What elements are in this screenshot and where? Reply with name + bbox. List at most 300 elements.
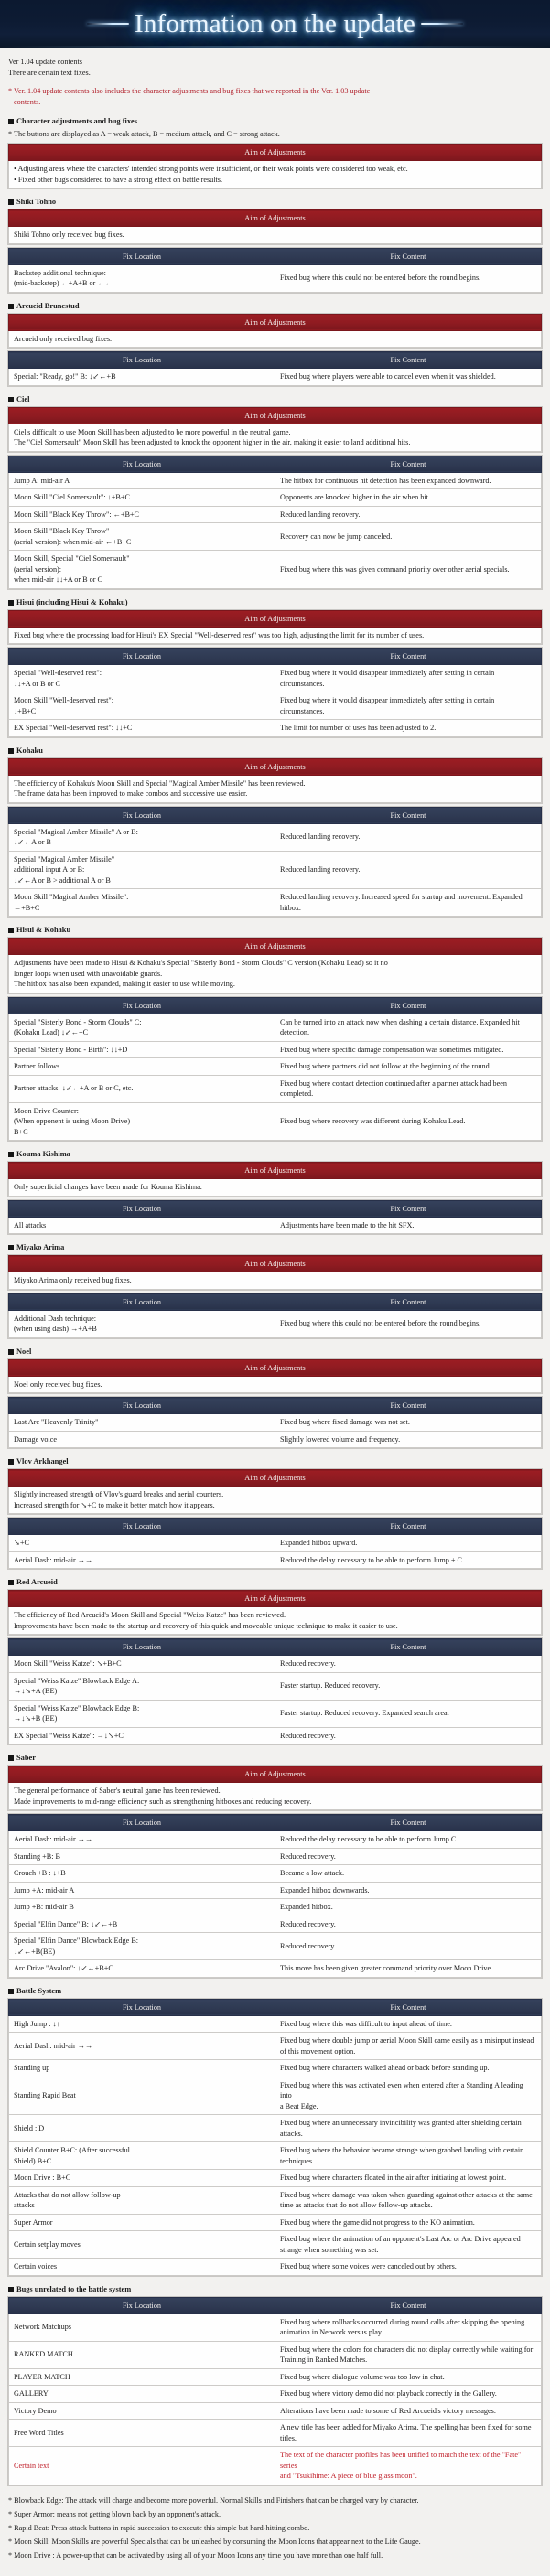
- table-row: [9, 1727, 542, 1744]
- fix-content-cell: [275, 665, 542, 692]
- fix-location-header: Fix Location: [9, 1293, 275, 1310]
- fix-location-cell: [9, 1102, 275, 1141]
- table-row: [9, 720, 542, 737]
- fix-content-line: Fixed bug where the behavior became strange when grabbed landing with certain: [280, 2146, 524, 2154]
- table-row: [9, 161, 542, 188]
- fix-content-line: Fixed bug where the game did not progress to the KO animation.: [280, 2217, 475, 2227]
- fix-location-line: Crouch +B : ↓+B: [14, 1869, 66, 1877]
- table-row: [9, 775, 542, 802]
- character-name-label: Kohaku: [16, 746, 43, 755]
- fix-location-cell: [9, 2060, 275, 2077]
- aim-line: Improvements have been made to the startup and recovery of this quick and moveable unique technique to make it easier to use.: [14, 1621, 398, 1630]
- fix-location-line: Jump A: mid-air A: [14, 476, 70, 485]
- bullet-square-icon: [8, 1459, 14, 1465]
- table-header-row: [9, 1293, 542, 1310]
- table-row: [9, 2186, 542, 2214]
- fix-location-line: ↓↓+A or B or C: [14, 679, 61, 688]
- fix-location-line: Special "Magical Amber Missile": [14, 854, 115, 864]
- fix-location-cell: [9, 692, 275, 720]
- fix-location-line: Moon Drive Counter:: [14, 1106, 79, 1115]
- aim-of-adjustments-table: [8, 144, 542, 188]
- battle-system-table: [8, 1999, 542, 2276]
- table-header-row: [9, 1359, 542, 1376]
- fix-location-line: Jump +B: mid-air B: [14, 1903, 74, 1911]
- fix-content-line: of this movement option.: [280, 2046, 356, 2055]
- fix-content-header: Fix Content: [275, 456, 542, 472]
- fix-table: [8, 1397, 542, 1448]
- aim-of-adjustments-table: [8, 938, 542, 993]
- fix-content-line: Expanded hitbox upward.: [280, 1539, 358, 1547]
- section-heading-red-arcueid: [8, 1577, 542, 1588]
- fix-location-cell: [9, 1672, 275, 1700]
- table-row: [9, 1916, 542, 1933]
- banner-inner: [87, 9, 463, 39]
- table-row: [9, 1217, 542, 1234]
- fix-content-line: Fixed bug where rollbacks occurred during round calls after skipping the opening: [280, 2317, 525, 2326]
- fix-location-line: High Jump : ↓↑: [14, 2019, 60, 2028]
- aim-line: The efficiency of Red Arcueid's Moon Skill and Special "Weiss Katze" has been reviewed.: [14, 1611, 286, 1619]
- fix-location-line: →↓↘+B (BE): [14, 1714, 58, 1723]
- fix-location-cell: [9, 551, 275, 589]
- fix-content-cell: [275, 851, 542, 889]
- fix-location-cell: [9, 2186, 275, 2214]
- fix-content-line: Expanded hitbox.: [280, 1903, 333, 1911]
- fix-location-line: (Kohaku Lead) ↓↙←+C: [14, 1028, 89, 1036]
- aim-header: Aim of Adjustments: [9, 610, 542, 627]
- table-row: [9, 851, 542, 889]
- fix-location-cell: [9, 2170, 275, 2187]
- table-row: [9, 1607, 542, 1635]
- bullet-square-icon: [8, 304, 14, 309]
- fix-location-line: GALLERY: [14, 2389, 49, 2398]
- fix-content-line: Training in Ranked Matches.: [280, 2356, 368, 2364]
- footer-notes: [8, 2495, 542, 2561]
- fix-location-line: Moon Skill "Black Key Throw": [14, 527, 110, 535]
- aim-header: Aim of Adjustments: [9, 1256, 542, 1272]
- fix-content-cell: [275, 551, 542, 589]
- fix-content-line: animation in Network versus play.: [280, 2328, 383, 2336]
- fix-location-line: Certain voices: [14, 2262, 58, 2270]
- aim-cell: [9, 1607, 542, 1635]
- version-include-note-line2: contents.: [14, 98, 41, 106]
- aim-of-adjustments-table: [8, 1766, 542, 1810]
- fix-location-cell: [9, 1041, 275, 1058]
- fix-content-line: Recovery can now be jump canceled.: [280, 531, 393, 541]
- table-row: [9, 551, 542, 589]
- fix-content-line: Fixed bug where this could not be entered before the round begins.: [280, 1319, 481, 1328]
- aim-line: The frame data has been improved to make combos and successive use easier.: [14, 789, 248, 798]
- fix-location-line: (mid-backstep) ←+A+B or ←←: [14, 279, 113, 287]
- table-row: [9, 1831, 542, 1849]
- section-heading-kouma-kishima: [8, 1149, 542, 1160]
- fix-content-header: Fix Content: [275, 1639, 542, 1656]
- section-heading-saber: [8, 1753, 542, 1764]
- fix-table: [8, 1518, 542, 1569]
- table-row: [9, 1179, 542, 1197]
- fix-content-line: Reduced recovery.: [280, 1731, 336, 1740]
- section-heading-arcueid-brunestud: [8, 301, 542, 312]
- table-row: [9, 472, 542, 489]
- fix-location-cell: [9, 720, 275, 737]
- table-row: [9, 1075, 542, 1102]
- fix-location-cell: [9, 1431, 275, 1448]
- table-row: [9, 955, 542, 993]
- fix-content-line: Alterations have been made to some of Red Arcueid's victory messages.: [280, 2406, 496, 2415]
- fix-content-cell: [275, 823, 542, 851]
- bullet-square-icon: [8, 2287, 14, 2292]
- section-heading-battle-system: [8, 1986, 542, 1997]
- fix-location-line: Moon Skill "Weiss Katze": ↘+B+C: [14, 1659, 122, 1668]
- aim-line: • Adjusting areas where the characters' intended strong points were insufficient, or their weak points were considered too weak, etc.: [14, 165, 408, 173]
- table-header-row: [9, 1256, 542, 1272]
- aim-of-adjustments-table: [8, 314, 542, 349]
- fix-table: [8, 2297, 542, 2485]
- fix-location-line: Backstep additional technique:: [14, 268, 106, 277]
- fix-location-cell: [9, 2402, 275, 2420]
- banner-rule-right-icon: [421, 23, 463, 25]
- fix-location-line: ↓+B+C: [14, 706, 37, 715]
- fix-content-cell: [275, 1672, 542, 1700]
- fix-location-cell: [9, 2447, 275, 2485]
- fix-location-cell: [9, 1075, 275, 1102]
- fix-content-cell: [275, 2420, 542, 2447]
- fix-location-line: All attacks: [14, 1220, 47, 1229]
- fix-location-line: Special "Sisterly Bond - Birth": ↓↓+D: [14, 1045, 128, 1054]
- character-name-label: Red Arcueid: [16, 1578, 58, 1586]
- fix-content-cell: [275, 2259, 542, 2276]
- fix-location-line: when mid-air ↓↓+A or B or C: [14, 575, 102, 584]
- non-battle-heading-label: Bugs unrelated to the battle system: [16, 2284, 132, 2293]
- aim-header: Aim of Adjustments: [9, 939, 542, 955]
- table-row: [9, 2341, 542, 2368]
- fix-content-line: Fixed bug where this was activated even when entered after a Standing A leading into: [280, 2080, 523, 2099]
- aim-line: Made improvements to mid-range efficiency such as strengthening hitboxes and reducing recovery.: [14, 1797, 312, 1806]
- fix-location-line: Damage voice: [14, 1434, 58, 1444]
- table-header-row: [9, 2297, 542, 2313]
- fix-location-line: (when using dash) →+A+B: [14, 1325, 97, 1333]
- fix-location-cell: [9, 1414, 275, 1432]
- fix-location-header: Fix Location: [9, 1815, 275, 1831]
- fix-content-cell: [275, 1431, 542, 1448]
- fix-content-line: Fixed bug where an unnecessary invincibility was granted after shielding certain attacks.: [280, 2119, 522, 2138]
- section-heading-hisui-kohaku: [8, 925, 542, 936]
- table-row: [9, 2214, 542, 2231]
- fix-content-cell: [275, 1041, 542, 1058]
- fix-content-cell: [275, 1656, 542, 1673]
- section-heading-non-battle-bugs: [8, 2284, 542, 2295]
- fix-content-line: Fixed bug where characters floated in the air after initiating at lowest point.: [280, 2174, 507, 2182]
- aim-cell: Fixed bug where the processing load for Hisui's EX Special "Well-deserved rest" was too high, adjusting the limit for its number of uses.: [9, 627, 542, 644]
- aim-cell: [9, 775, 542, 802]
- character-aim-table: [8, 144, 542, 188]
- aim-cell: [9, 1783, 542, 1810]
- fix-location-line: ↘+C: [14, 1539, 29, 1547]
- aim-cell: [9, 161, 542, 188]
- fix-location-line: Moon Skill "Well-deserved rest":: [14, 696, 114, 704]
- table-header-row: [9, 1591, 542, 1607]
- fix-content-line: Expanded hitbox downwards.: [280, 1885, 370, 1894]
- fix-content-cell: [275, 1414, 542, 1432]
- fix-content-cell: [275, 720, 542, 737]
- fix-content-header: Fix Content: [275, 1293, 542, 1310]
- aim-header: Aim of Adjustments: [9, 1591, 542, 1607]
- fix-location-header: Fix Location: [9, 352, 275, 369]
- fix-content-line: Can be turned into an attack now when dashing a certain distance. Expanded hit: [280, 1017, 520, 1026]
- fix-location-header: Fix Location: [9, 649, 275, 665]
- fix-location-cell: [9, 1014, 275, 1041]
- bullet-square-icon: [8, 1755, 14, 1761]
- bullet-square-icon: [8, 1989, 14, 1994]
- bullet-square-icon: [8, 1580, 14, 1585]
- fix-location-line: Shield Counter B+C: (After successful: [14, 2146, 130, 2154]
- table-row: [9, 2386, 542, 2403]
- fix-content-line: time as attacks that do not allow follow-up attacks.: [280, 2201, 433, 2209]
- fix-location-line: Special "Sisterly Bond - Storm Clouds" C:: [14, 1017, 142, 1026]
- aim-of-adjustments-table: [8, 1590, 542, 1635]
- fix-content-cell: [275, 1535, 542, 1552]
- character-name-label: Noel: [16, 1347, 32, 1356]
- fix-location-cell: [9, 2077, 275, 2115]
- fix-location-cell: [9, 1535, 275, 1552]
- aim-header: Aim of Adjustments: [9, 1359, 542, 1376]
- aim-line: The hitbox has also been expanded, making it easier to use while moving.: [14, 980, 235, 988]
- table-header-row: [9, 1815, 542, 1831]
- fix-content-header: Fix Content: [275, 1398, 542, 1414]
- aim-cell: [9, 424, 542, 451]
- fix-location-line: Moon Skill "Black Key Throw": ←+B+C: [14, 510, 139, 519]
- fix-location-line: Special: "Ready, go!" B: ↓↙←+B: [14, 372, 116, 381]
- fix-content-line: Fixed bug where some voices were canceled out by others.: [280, 2262, 457, 2270]
- fix-table: [8, 997, 542, 1142]
- aim-cell: [9, 955, 542, 993]
- aim-cell: Miyako Arima only received bug fixes.: [9, 1272, 542, 1290]
- fix-content-line: Fixed bug where contact detection continued after a partner attack had been completed.: [280, 1079, 508, 1098]
- fix-location-cell: [9, 665, 275, 692]
- fix-location-line: additional input A or B:: [14, 865, 85, 874]
- fix-location-line: Special "Magical Amber Missile" A or B:: [14, 827, 138, 836]
- fix-content-line: Reduced recovery.: [280, 1659, 336, 1668]
- table-row: [9, 369, 542, 386]
- fix-content-cell: [275, 369, 542, 386]
- table-header-row: [9, 1519, 542, 1535]
- character-name-label: Ciel: [16, 394, 30, 403]
- fix-content-cell: [275, 1933, 542, 1960]
- fix-location-header: Fix Location: [9, 456, 275, 472]
- fix-location-cell: [9, 2368, 275, 2386]
- table-header-row: [9, 997, 542, 1014]
- fix-location-line: EX Special "Well-deserved rest": ↓↓+C: [14, 724, 133, 732]
- fix-location-cell: [9, 1058, 275, 1076]
- fix-content-line: a Beat Edge.: [280, 2101, 318, 2110]
- fix-content-line: Fixed bug where it would disappear immediately after setting in certain: [280, 669, 495, 677]
- fix-location-line: Free Word Titles: [14, 2428, 64, 2437]
- fix-table: [8, 1999, 542, 2276]
- aim-header: Aim of Adjustments: [9, 407, 542, 424]
- fix-location-cell: [9, 523, 275, 551]
- table-header-row: [9, 1470, 542, 1487]
- table-row: [9, 2447, 542, 2485]
- fix-table: [8, 807, 542, 918]
- aim-line: The general performance of Saber's neutral game has been reviewed.: [14, 1787, 221, 1795]
- fix-location-line: EX Special "Weiss Katze": →↓↘+C: [14, 1731, 124, 1740]
- intro-version-line: Ver 1.04 update contents: [8, 58, 82, 66]
- table-row: [9, 627, 542, 644]
- table-header-row: [9, 758, 542, 775]
- bullet-square-icon: [8, 397, 14, 402]
- table-row: [9, 665, 542, 692]
- fix-content-line: Reduced landing recovery. Increased speed for startup and movement. Expanded: [280, 893, 523, 901]
- fix-content-line: Reduced recovery.: [280, 1919, 336, 1928]
- fix-content-line: Fixed bug where players were able to cancel even when it was shielded.: [280, 372, 496, 381]
- fix-content-line: circumstances.: [280, 706, 325, 715]
- table-row: [9, 1783, 542, 1810]
- table-row: [9, 1535, 542, 1552]
- fix-content-cell: [275, 2015, 542, 2033]
- aim-header: Aim of Adjustments: [9, 210, 542, 227]
- page-title: Information on the update: [135, 8, 415, 38]
- table-row: [9, 1865, 542, 1883]
- fix-content-line: Adjustments have been made to the hit SFX.: [280, 1220, 415, 1229]
- footer-note: * Moon Drive : A power-up that can be activated by using all of your Moon Icons any time you have more than one half full.: [8, 2550, 383, 2560]
- fix-content-cell: [275, 489, 542, 507]
- fix-content-cell: [275, 472, 542, 489]
- fix-location-header: Fix Location: [9, 807, 275, 823]
- table-header-row: [9, 456, 542, 472]
- table-header-row: [9, 649, 542, 665]
- aim-line: Adjustments have been made to Hisui & Kohaku's Special "Sisterly Bond - Storm Clouds" C version (Kohaku Lead) so it no: [14, 959, 388, 967]
- fix-location-cell: [9, 489, 275, 507]
- fix-content-line: Fixed bug where dialogue volume was too low in chat.: [280, 2372, 445, 2381]
- aim-of-adjustments-table: [8, 1255, 542, 1290]
- fix-content-line: Fixed bug where the colors for characters did not display correctly while waiting for: [280, 2345, 534, 2354]
- fix-content-line: Reduced recovery.: [280, 1852, 336, 1861]
- table-header-row: [9, 210, 542, 227]
- fix-table: [8, 1293, 542, 1338]
- table-header-row: [9, 610, 542, 627]
- fix-content-cell: [275, 1960, 542, 1978]
- fix-location-line: Moon Skill, Special "Ciel Somersault": [14, 554, 130, 563]
- fix-content-cell: [275, 2447, 542, 2485]
- non-battle-table: [8, 2297, 542, 2485]
- fix-location-line: Shield) B+C: [14, 2156, 52, 2165]
- fix-content-cell: [275, 1865, 542, 1883]
- table-row: [9, 330, 542, 348]
- footer-note: * Blowback Edge: The attack will charge and become more powerful. Normal Skills and Finishers that can be charged vary by character.: [8, 2496, 419, 2505]
- fix-content-cell: [275, 2313, 542, 2341]
- table-row: [9, 1310, 542, 1337]
- fix-table: [8, 648, 542, 737]
- fix-content-line: Fixed bug where specific damage compensation was sometimes mitigated.: [280, 1045, 504, 1054]
- page-banner: [0, 0, 550, 48]
- fix-content-cell: [275, 1916, 542, 1933]
- fix-content-line: Fixed bug where fixed damage was not set.: [280, 1418, 410, 1426]
- fix-location-line: attacks: [14, 2201, 35, 2209]
- footer-note: * Super Armor: means not getting blown back by an opponent's attack.: [8, 2509, 221, 2518]
- fix-content-cell: [275, 1058, 542, 1076]
- fix-location-cell: [9, 1899, 275, 1916]
- aim-header: Aim of Adjustments: [9, 1470, 542, 1487]
- aim-cell: Arcueid only received bug fixes.: [9, 330, 542, 348]
- table-header-row: [9, 1766, 542, 1783]
- fix-location-header: Fix Location: [9, 1639, 275, 1656]
- table-row: [9, 1933, 542, 1960]
- fix-location-line: Victory Demo: [14, 2406, 57, 2415]
- table-row: [9, 2420, 542, 2447]
- fix-content-cell: [275, 889, 542, 917]
- table-header-row: [9, 248, 542, 264]
- fix-content-cell: [275, 2142, 542, 2170]
- fix-location-cell: [9, 506, 275, 523]
- fix-content-line: Faster startup. Reduced recovery.: [280, 1681, 381, 1690]
- table-row: [9, 1848, 542, 1865]
- table-row: [9, 489, 542, 507]
- fix-content-cell: [275, 1899, 542, 1916]
- table-row: [9, 1272, 542, 1290]
- fix-content-line: The hitbox for continuous hit detection has been expanded downward.: [280, 476, 491, 485]
- fix-content-cell: [275, 2386, 542, 2403]
- fix-location-cell: [9, 2033, 275, 2060]
- character-name-label: Kouma Kishima: [16, 1150, 70, 1158]
- fix-location-cell: [9, 2214, 275, 2231]
- section-heading-noel: [8, 1347, 542, 1358]
- fix-content-line: Fixed bug where victory demo did not playback correctly in the Gallery.: [280, 2389, 497, 2398]
- fix-location-line: ↓↙←A or B: [14, 838, 51, 846]
- aim-cell: [9, 1487, 542, 1514]
- fix-location-line: Certain text: [14, 2461, 49, 2470]
- table-row: [9, 1700, 542, 1727]
- table-header-row: [9, 352, 542, 369]
- fix-content-line: strange when something was set.: [280, 2245, 379, 2254]
- table-row: [9, 1656, 542, 1673]
- table-header-row: [9, 807, 542, 823]
- fix-location-line: RANKED MATCH: [14, 2350, 73, 2359]
- fix-location-line: Standing +B: B: [14, 1852, 61, 1861]
- aim-header: Aim of Adjustments: [9, 758, 542, 775]
- fix-content-line: techniques.: [280, 2156, 315, 2165]
- aim-line: • Fixed other bugs considered to have a strong effect on battle results.: [14, 175, 223, 184]
- bullet-square-icon: [8, 199, 14, 205]
- fix-content-line: Fixed bug where this could not be entered before the round begins.: [280, 274, 481, 283]
- fix-location-cell: [9, 823, 275, 851]
- fix-content-cell: [275, 2060, 542, 2077]
- table-row: [9, 1431, 542, 1448]
- fix-content-line: Reduced landing recovery.: [280, 832, 361, 842]
- table-row: [9, 2060, 542, 2077]
- fix-content-cell: [275, 2186, 542, 2214]
- fix-content-cell: [275, 264, 542, 292]
- table-row: [9, 1882, 542, 1899]
- table-row: [9, 692, 542, 720]
- fix-content-header: Fix Content: [275, 997, 542, 1014]
- aim-header: Aim of Adjustments: [9, 1163, 542, 1179]
- table-row: [9, 227, 542, 244]
- table-header-row: [9, 1398, 542, 1414]
- character-name-label: Miyako Arima: [16, 1243, 65, 1251]
- section-heading-kohaku: [8, 746, 542, 757]
- fix-content-header: Fix Content: [275, 1519, 542, 1535]
- fix-location-cell: [9, 889, 275, 917]
- fix-content-cell: [275, 2368, 542, 2386]
- fix-content-line: The limit for number of uses has been adjusted to 2.: [280, 724, 437, 732]
- table-row: [9, 2231, 542, 2259]
- fix-location-line: Shield : D: [14, 2123, 45, 2132]
- fix-location-cell: [9, 1831, 275, 1849]
- aim-line: The "Ciel Somersault" Moon Skill has been adjusted to knock the opponent higher in the air, making it easier to land additional hits.: [14, 438, 411, 446]
- table-row: [9, 2368, 542, 2386]
- fix-location-cell: [9, 2313, 275, 2341]
- fix-content-cell: [275, 1102, 542, 1141]
- fix-content-cell: [275, 1848, 542, 1865]
